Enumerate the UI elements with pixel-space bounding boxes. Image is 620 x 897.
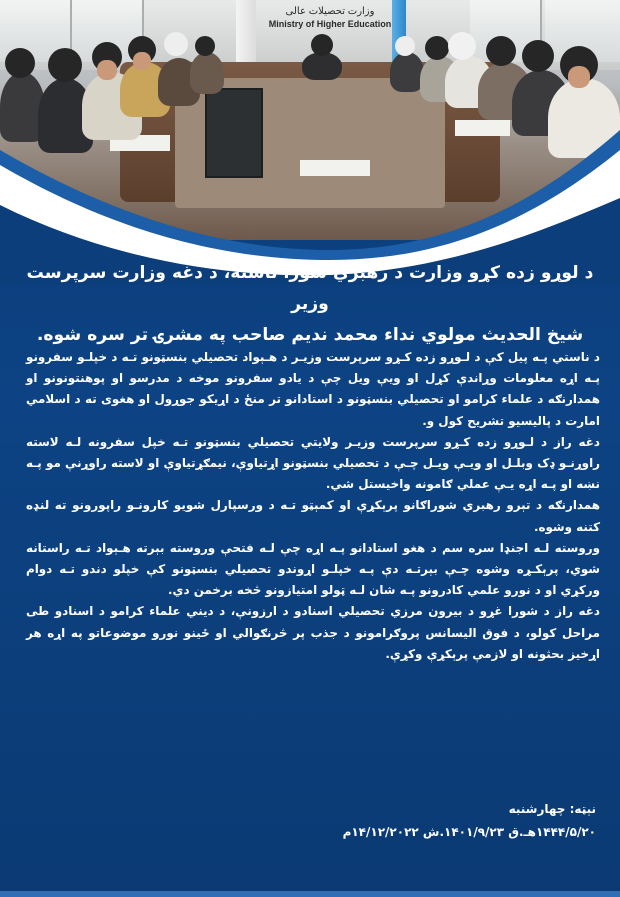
sign-english-text: Ministry of Higher Education — [268, 19, 392, 29]
date-note — [196, 798, 596, 844]
person-turban — [48, 48, 82, 82]
paragraph-1: د ناستي پـه پیل کې د لـوړو زده کـړو سرپرست وزیـر د هـېواد تحصیلي بنسټونو تـه د خپلـو سفرونو پـه اړه معلومات وړاندې کړل او ویې ویل چې د یادو سفرونو موخه د مدرسو او پوهنتونونو او همدارنګه د علماء کرامو او تحصیلي بنسټونو د استادانو تر منځ د اړیکو جوړول او هغوی ته د اسلامي امارت د پالیسیو تشریح کول و. — [26, 350, 600, 428]
person-turban — [486, 36, 516, 66]
person-turban — [395, 36, 415, 56]
person-turban — [522, 40, 554, 72]
person-face — [97, 60, 117, 80]
paragraph-3: همدارنګه د تېرو رهبري شوراګانو پرېکړې او کمېټو تـه د ورسپارل شویو کارونـو راپورونو ته لنډه کتنه وشوه. — [26, 498, 600, 534]
paragraph-4: وروسته لـه اجنډا سره سم د هغو استادانو پـه اړه چې لـه فتحې وروسته بېرته هـېواد تـه راستانه شوي، پرېکـړه وشوه چـې بېرتـه دې پـه خپلـو اړوندو تحصیلي بنسټونو کې خپلو دندو تـه دوام ورکړي او د نورو علمي کادرونو پـه شان لـه ټولو امتیازونو څخه برخمن دي. — [26, 540, 600, 598]
person-turban — [311, 34, 333, 56]
date-value: ۱۴۴۴/۵/۲۰هـ.ق ۱۴۰۱/۹/۲۳.ش ۱۴/۱۲/۲۰۲۲م — [342, 825, 596, 839]
person-turban — [164, 32, 188, 56]
headline-line-1: د لوړو زده کړو وزارت د رهبري شورا ناسته، د دغه وزارت سرپرست وزیر — [26, 263, 594, 314]
article-body — [26, 347, 600, 665]
person — [190, 52, 224, 94]
person-face — [568, 66, 590, 88]
person-turban — [425, 36, 449, 60]
person-turban — [195, 36, 215, 56]
bottom-stripe — [0, 891, 620, 897]
paragraph-2: دغه راز د لـوړو زده کـړو سرپرست وزیـر ولایتي تحصیلي بنسټونو تـه خپل سفرونه لـه لاسته راوړنـو ډک وبلـل او ویـې ویـل چـې د تحصیلي بنسټونو اړتیاوې، نیمګړتیاوې او لاسته راوړنې مو پـه نښه او پـه اړه یـې عملي ګامونه واخیستل شي. — [26, 434, 600, 492]
person-face — [133, 52, 151, 70]
headline-line-2: شیخ الحدیث مولوي نداء محمد ندیم صاحب په مشرۍ تر سره شوه. — [36, 325, 584, 345]
ministry-sign — [255, 6, 405, 36]
person-turban — [448, 32, 476, 60]
paragraph-5: دغه راز د شورا غړو د بیرون مرزي تحصیلي اسنادو د ارزونې، د دیني علماء کرامو د اسنادو طی مراحل کولو، د فوق الیسانس پروګرامونو د جذب پر څرنګوالي او ځینو نورو موضوعاتو په اړه هر اړخیز بحثونه او لازمې پرېکړې وکړې. — [26, 604, 600, 661]
headline — [18, 258, 602, 351]
person-turban — [5, 48, 35, 78]
person-chair — [302, 52, 342, 80]
sign-arabic-text: وزارت تحصیلات عالی — [285, 6, 375, 17]
date-label: نېټه: چهارشنبه — [508, 802, 596, 816]
person — [390, 52, 424, 92]
